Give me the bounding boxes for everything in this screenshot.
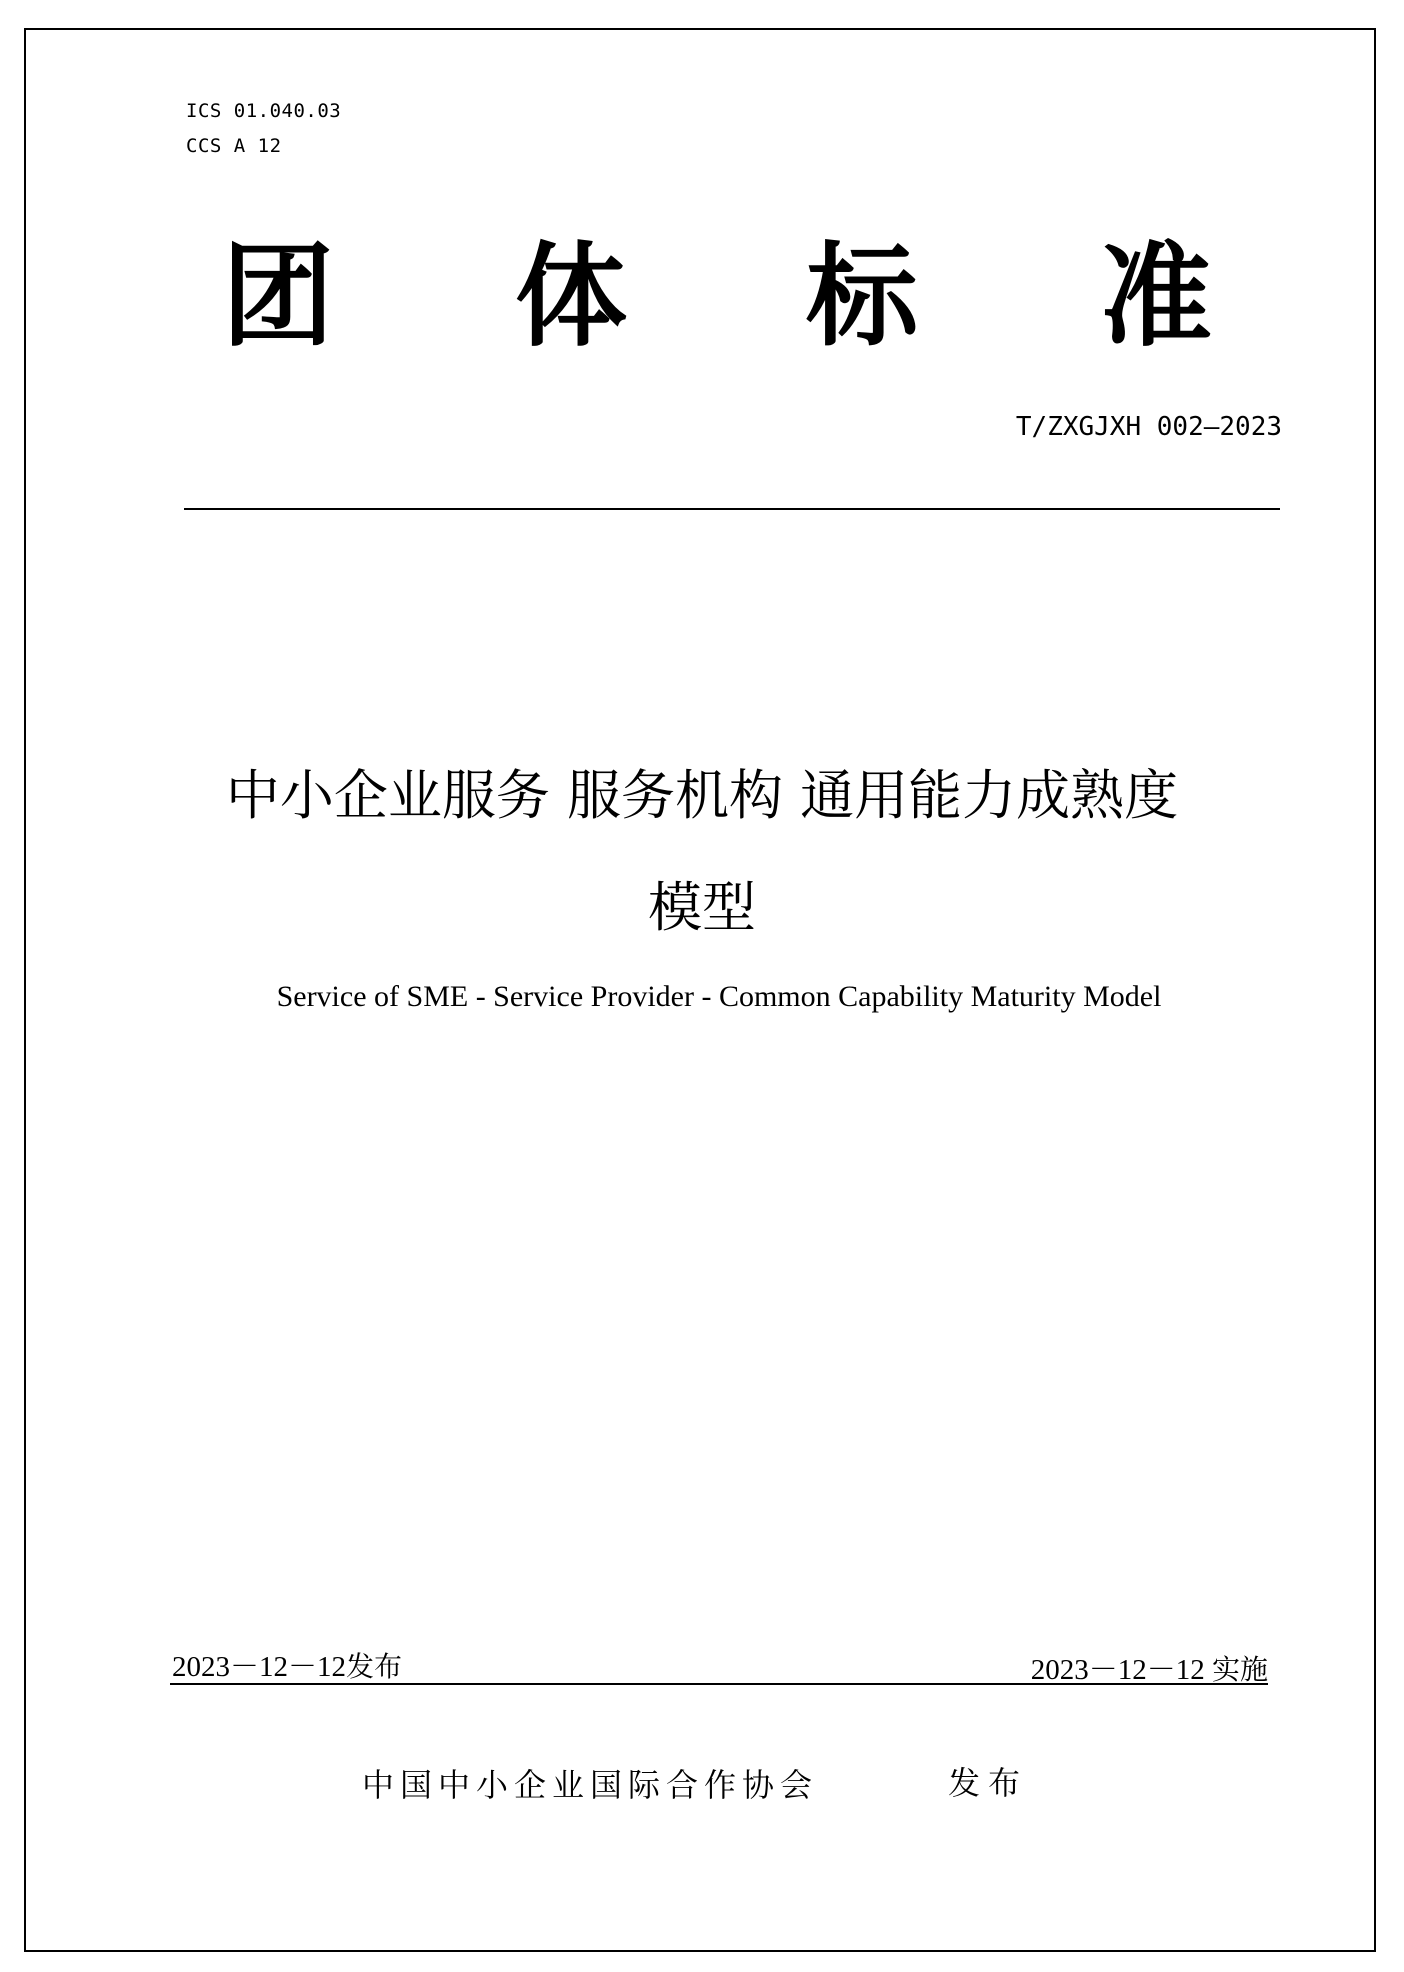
heading-char-1: 团	[222, 232, 334, 362]
release-date-value: 2023－12－12	[172, 1651, 347, 1683]
implementation-date	[1031, 1647, 1268, 1688]
document-type-heading	[0, 232, 1404, 362]
chinese-title-line-1: 中小企业服务 服务机构 通用能力成熟度	[225, 764, 1179, 827]
top-divider	[184, 508, 1280, 510]
standard-number: T/ZXGJXH 002—2023	[1015, 412, 1282, 442]
release-label: 发布	[346, 1650, 403, 1683]
release-date	[172, 1644, 402, 1685]
publisher-action: 发布	[948, 1764, 1029, 1802]
heading-char-3: 标	[806, 232, 918, 362]
ccs-code: CCS A 12	[186, 135, 282, 157]
heading-char-4: 准	[1100, 232, 1212, 362]
english-title: Service of SME - Service Provider - Common Capability Maturity Model	[276, 980, 1162, 1013]
chinese-title-line-2: 模型	[648, 876, 756, 939]
chinese-title	[0, 740, 1404, 964]
heading-char-2: 体	[515, 232, 627, 362]
publisher-name: 中国中小企业国际合作协会	[362, 1766, 819, 1804]
ics-code: ICS 01.040.03	[186, 100, 342, 122]
implementation-label: 实施	[1211, 1653, 1268, 1686]
implementation-date-value: 2023－12－12	[1030, 1654, 1205, 1686]
bottom-divider	[170, 1683, 1268, 1685]
